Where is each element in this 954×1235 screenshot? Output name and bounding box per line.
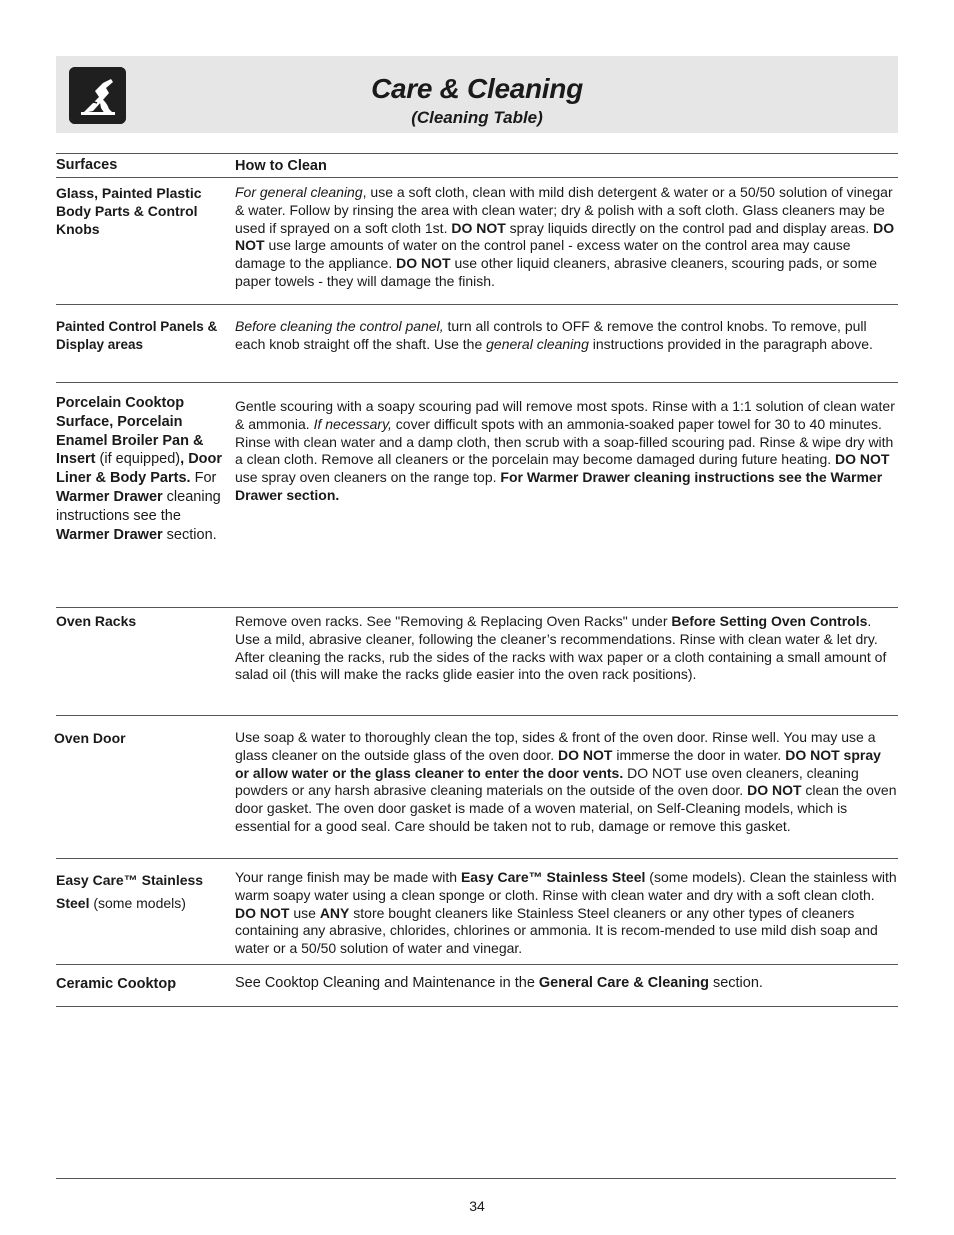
text-run: spray liquids directly on the control pad and display areas. bbox=[505, 219, 874, 236]
header-rule bbox=[56, 177, 898, 178]
text-run: Use soap & water to thoroughly clean the top, sides & front of the oven door. Rinse well. You may use a glass cleaner on the outside glass of the oven door. bbox=[235, 729, 876, 763]
text-run: DO NOT bbox=[451, 219, 506, 236]
text-run: section. bbox=[708, 975, 763, 991]
text-run: DO NOT bbox=[558, 746, 613, 763]
text-run: For bbox=[190, 470, 217, 487]
row-divider bbox=[56, 964, 898, 965]
text-run: DO NOT spray or allow water or the glass cleaner to enter the door vents. bbox=[235, 746, 881, 781]
text-run: (some models) bbox=[89, 894, 186, 911]
text-run: See Cooktop Cleaning and Maintenance in the bbox=[235, 975, 539, 991]
text-run: ANY bbox=[319, 904, 350, 921]
surface-oven-door bbox=[54, 729, 222, 747]
text-run: Gentle scouring with a soapy scouring pad will remove most spots. Rinse with a 1:1 solution of clean water & ammonia. bbox=[235, 398, 895, 432]
text-run: Porcelain Cooktop Surface, Porcelain Enamel Broiler Pan & Insert bbox=[56, 395, 204, 468]
text-run: For general cleaning bbox=[235, 184, 363, 200]
text-run: . Use a mild, abrasive cleaner, following the cleaner’s recommendations. Rinse with clean water & let dry. After cleaning the racks, rub the sides of the racks with wax paper or a cloth containing a small amount of salad oil (this will make the racks glide easier into the oven rack positions). bbox=[235, 613, 887, 683]
text-run: Warmer Drawer bbox=[56, 488, 163, 505]
how-to-clean-porcelain bbox=[235, 398, 898, 505]
text-run: Ceramic Cooktop bbox=[56, 976, 177, 992]
row-divider bbox=[56, 382, 898, 383]
surface-stainless-steel bbox=[56, 869, 228, 915]
text-run: Warmer Drawer bbox=[56, 526, 163, 543]
text-run: cover difficult spots with an ammonia-soaked paper towel for 30 to 40 minutes. Rinse with clean water and a damp cloth, then scrub with a soap-filled scouring pad. Rinse & wipe dry with a clean cloth. Remove all cleaners or the porcelain may become damaged during future heating. bbox=[235, 415, 894, 468]
text-run: Easy Care™ Stainless Steel bbox=[56, 872, 204, 911]
text-run: use large amounts of water on the control panel - excess water on the control area may cause damage to the appliance. bbox=[235, 237, 851, 272]
column-header-surfaces: Surfaces bbox=[56, 157, 118, 173]
text-run: Remove oven racks. See "Removing & Replacing Oven Racks" under bbox=[235, 613, 672, 629]
surface-glass-painted bbox=[56, 184, 224, 239]
text-run: clean the oven door gasket. The oven door gasket is made of a woven material, on Self-Cleaning models, which is essential for a good seal. Care should be taken not to rub, damage or remove this gasket. bbox=[235, 782, 897, 834]
how-to-clean-stainless-steel bbox=[235, 869, 898, 958]
surface-control-panels bbox=[56, 318, 224, 354]
how-to-clean-oven-door bbox=[235, 729, 898, 836]
text-run: If necessary, bbox=[313, 415, 392, 432]
text-run: use other liquid cleaners, abrasive cleaners, scouring pads, or some paper towels - they will damage the finish. bbox=[235, 255, 878, 289]
text-run: DO NOT bbox=[835, 451, 890, 468]
text-run: (some models). Clean the stainless with warm soapy water using a clean sponge or cloth. Rinse with clean water and dry with a soft clean cloth. bbox=[235, 869, 897, 903]
page-header bbox=[56, 56, 898, 133]
text-run: DO NOT use oven cleaners, cleaning powders or any harsh abrasive cleaning materials on the outside of the oven door. bbox=[235, 764, 859, 799]
text-run: Your range finish may be made with bbox=[235, 869, 461, 885]
text-run: store bought cleaners like Stainless Steel cleaners or any other types of cleaners containing any abrasive, chlorides, chlorines or ammonia. It is recom-mended to use mild dish soap and water or a 50/50 solution of water and vinegar. bbox=[235, 904, 878, 957]
text-run: (if equipped) bbox=[95, 451, 181, 468]
row-divider bbox=[56, 304, 898, 305]
text-run: , Door Liner & Body Parts. bbox=[56, 451, 223, 487]
text-run: section. bbox=[162, 526, 217, 543]
surface-porcelain bbox=[56, 394, 228, 544]
table-bottom-rule bbox=[56, 1006, 898, 1007]
text-run: Before cleaning the control panel, bbox=[235, 318, 444, 334]
text-run: use spray oven cleaners on the range top. bbox=[235, 469, 501, 486]
how-to-clean-glass-painted bbox=[235, 184, 899, 291]
text-run: Easy Care™ Stainless Steel bbox=[460, 869, 646, 885]
text-run: For Warmer Drawer cleaning instructions see the Warmer Drawer section. bbox=[235, 469, 883, 503]
text-run: turn all controls to OFF & remove the control knobs. To remove, pull each knob straight off the shaft. Use the bbox=[235, 318, 867, 352]
text-run: General Care & Cleaning bbox=[538, 975, 709, 991]
text-run: DO NOT bbox=[396, 255, 451, 272]
text-run: DO NOT bbox=[235, 904, 290, 921]
column-header-how-to-clean: How to Clean bbox=[235, 158, 327, 174]
text-run: immerse the door in water. bbox=[612, 746, 786, 763]
text-run: Oven Door bbox=[54, 730, 126, 746]
how-to-clean-oven-racks bbox=[235, 613, 898, 684]
text-run: use bbox=[289, 904, 320, 921]
text-run: cleaning instructions see the bbox=[56, 488, 221, 524]
row-divider bbox=[56, 607, 898, 608]
text-run: instructions provided in the paragraph above. bbox=[588, 335, 873, 352]
text-run: Painted Control Panels & Display areas bbox=[56, 319, 218, 352]
page-subtitle: (Cleaning Table) bbox=[411, 108, 543, 127]
page-number: 34 bbox=[469, 1198, 485, 1214]
row-divider bbox=[56, 715, 898, 716]
surface-oven-racks bbox=[56, 612, 224, 630]
text-run: Oven Racks bbox=[56, 613, 137, 629]
text-run: , use a soft cloth, clean with mild dish detergent & water or a 50/50 solution of vinegar & water. Follow by rinsing the area with clean water; dry & polish with a soft cloth. Glass cleaners may be used if sprayed on a soft cloth 1st. bbox=[235, 184, 893, 236]
text-run: DO NOT bbox=[235, 219, 895, 254]
footer-rule bbox=[56, 1178, 896, 1179]
row-divider bbox=[56, 858, 898, 859]
text-run: Before Setting Oven Controls bbox=[671, 613, 868, 629]
text-run: Glass, Painted Plastic Body Parts & Control Knobs bbox=[56, 185, 202, 238]
how-to-clean-control-panels bbox=[235, 318, 898, 354]
text-run: DO NOT bbox=[747, 782, 802, 799]
table-top-rule bbox=[56, 153, 898, 154]
surface-ceramic-cooktop bbox=[56, 975, 224, 993]
page-title: Care & Cleaning bbox=[371, 73, 583, 104]
text-run: general cleaning bbox=[486, 335, 589, 352]
how-to-clean-ceramic-cooktop bbox=[235, 975, 898, 993]
